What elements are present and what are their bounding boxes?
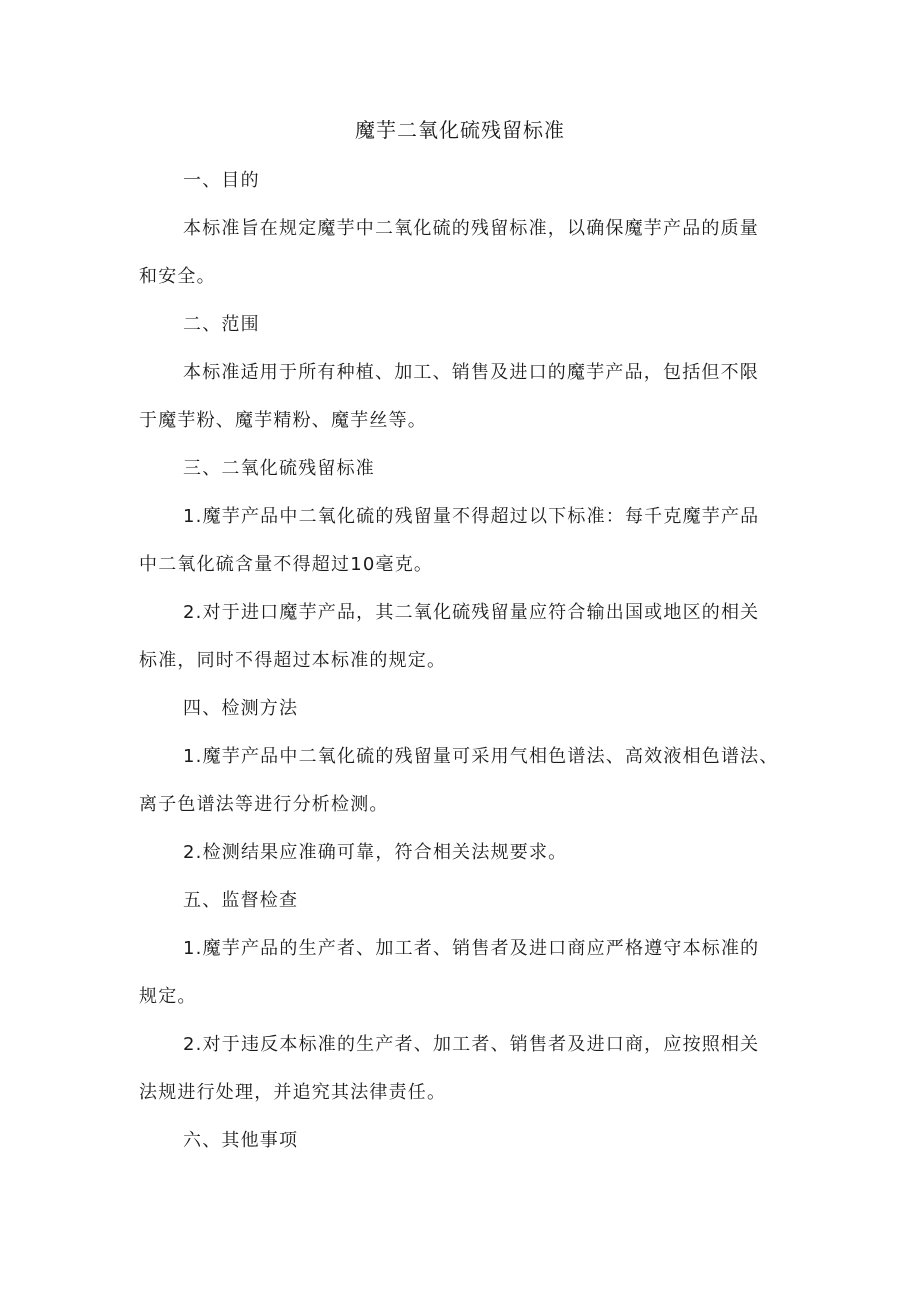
section-heading: [139, 454, 784, 484]
paragraph-line: 2.对于违反本标准的生产者、加工者、销售者及进口商，应按照相关: [183, 1034, 760, 1055]
paragraph-line: 离子色谱法等进行分析检测。: [139, 794, 389, 815]
paragraph-line: 五、监督检查: [183, 890, 299, 911]
body-paragraph: [139, 934, 784, 1012]
paragraph-line: 和安全。: [139, 266, 216, 287]
paragraph-line: 中二氧化硫含量不得超过10毫克。: [139, 554, 434, 575]
body-paragraph: [139, 358, 784, 436]
section-heading: [139, 310, 784, 340]
paragraph-line: 本标准适用于所有种植、加工、销售及进口的魔芋产品，包括但不限: [183, 362, 759, 383]
body-paragraph: [139, 742, 784, 820]
paragraph-line: 本标准旨在规定魔芋中二氧化硫的残留标准，以确保魔芋产品的质量: [183, 218, 759, 239]
section-heading: [139, 694, 784, 724]
paragraph-line: 于魔芋粉、魔芋精粉、魔芋丝等。: [139, 410, 427, 431]
paragraph-line: 四、检测方法: [183, 698, 299, 719]
section-heading: [139, 1126, 784, 1156]
body-paragraph: [139, 214, 784, 292]
paragraph-line: 六、其他事项: [183, 1130, 299, 1151]
body-paragraph: [139, 502, 784, 580]
document-title: 魔芋二氧化硫残留标准: [355, 118, 565, 142]
body-paragraph: [139, 1030, 784, 1108]
section-heading: [139, 166, 784, 196]
section-heading: [139, 886, 784, 916]
paragraph-line: 1.魔芋产品中二氧化硫的残留量可采用气相色谱法、高效液相色谱法、: [183, 746, 779, 767]
paragraph-line: 2.检测结果应准确可靠，符合相关法规要求。: [183, 842, 568, 863]
paragraph-line: 标准，同时不得超过本标准的规定。: [139, 650, 447, 671]
document-body: [139, 166, 784, 1174]
paragraph-line: 规定。: [139, 986, 197, 1007]
body-paragraph: [139, 838, 784, 868]
paragraph-line: 1.魔芋产品中二氧化硫的残留量不得超过以下标准：每千克魔芋产品: [183, 506, 760, 527]
paragraph-line: 一、目的: [183, 170, 260, 191]
paragraph-line: 法规进行处理，并追究其法律责任。: [139, 1082, 447, 1103]
paragraph-line: 2.对于进口魔芋产品，其二氧化硫残留量应符合输出国或地区的相关: [183, 602, 760, 623]
body-paragraph: [139, 598, 784, 676]
paragraph-line: 1.魔芋产品的生产者、加工者、销售者及进口商应严格遵守本标准的: [183, 938, 760, 959]
paragraph-line: 二、范围: [183, 314, 260, 335]
paragraph-line: 三、二氧化硫残留标准: [183, 458, 375, 479]
